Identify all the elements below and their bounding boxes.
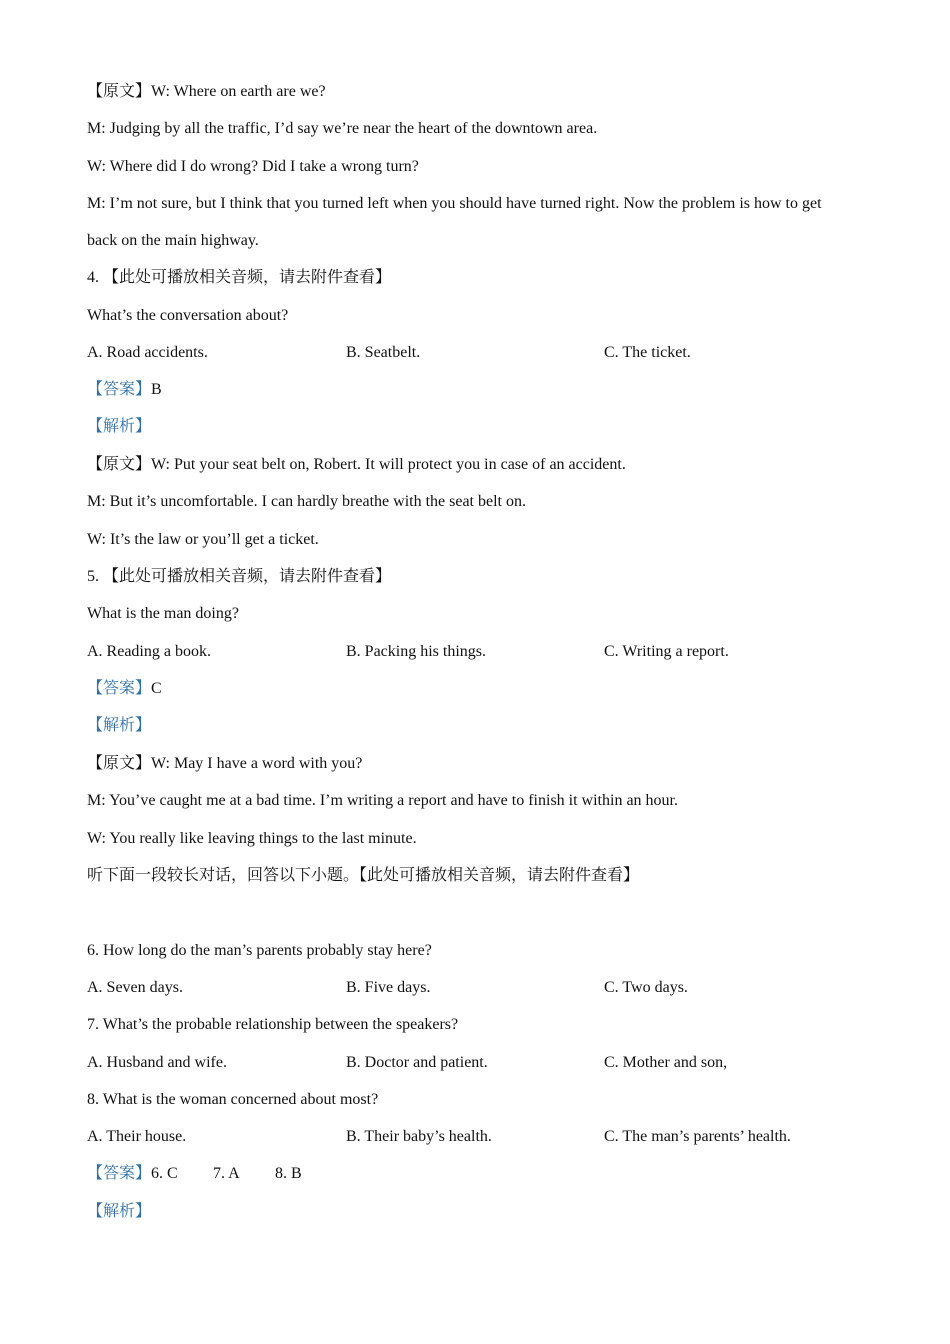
- option-b: B. Packing his things.: [346, 643, 487, 660]
- analysis-label: 【解析】: [87, 1203, 152, 1220]
- answer-value: C: [151, 680, 162, 697]
- question-text: 7. What’s the probable relationship between the speakers?: [87, 1016, 459, 1033]
- long-dialogue-intro[interactable]: 听下面一段较长对话，回答以下小题。【此处可播放相关音频，请去附件查看】: [87, 867, 640, 884]
- analysis-label: 【解析】: [87, 418, 152, 435]
- transcript-line: M: But it’s uncomfortable. I can hardly breathe with the seat belt on.: [87, 493, 526, 510]
- option-c: C. Mother and son,: [604, 1054, 728, 1071]
- question-text: 6. How long do the man’s parents probably stay here?: [87, 942, 432, 959]
- option-c: C. The man’s parents’ health.: [604, 1128, 791, 1145]
- transcript-line: W: It’s the law or you’ll get a ticket.: [87, 531, 319, 548]
- option-a: A. Road accidents.: [87, 344, 208, 361]
- option-b: B. Seatbelt.: [346, 344, 421, 361]
- answer-line: [87, 380, 162, 400]
- transcript-line: M: You’ve caught me at a bad time. I’m writing a report and have to finish it within an hour.: [87, 792, 678, 809]
- option-b: B. Five days.: [346, 979, 431, 996]
- analysis-label: 【解析】: [87, 717, 152, 734]
- transcript-line: M: I’m not sure, but I think that you turned left when you should have turned right. Now the problem is how to get: [87, 195, 822, 212]
- answer-label: 【答案】: [87, 381, 152, 398]
- question-text: What’s the conversation about?: [87, 307, 289, 324]
- transcript-line: W: Where did I do wrong? Did I take a wrong turn?: [87, 158, 419, 175]
- option-c: C. Writing a report.: [604, 643, 729, 660]
- answer-line: [87, 679, 162, 699]
- answer-label: 【答案】: [87, 1165, 152, 1182]
- answer-label: 【答案】: [87, 680, 152, 697]
- option-b: B. Their baby’s health.: [346, 1128, 492, 1145]
- transcript-line: W: You really like leaving things to the last minute.: [87, 830, 417, 847]
- option-c: C. The ticket.: [604, 344, 691, 361]
- option-b: B. Doctor and patient.: [346, 1054, 488, 1071]
- transcript-line: 【原文】W: May I have a word with you?: [87, 755, 363, 772]
- transcript-line: M: Judging by all the traffic, I’d say we’re near the heart of the downtown area.: [87, 120, 598, 137]
- option-c: C. Two days.: [604, 979, 688, 996]
- transcript-line: back on the main highway.: [87, 232, 259, 249]
- question-text: 8. What is the woman concerned about most?: [87, 1091, 379, 1108]
- answer-value: B: [151, 381, 162, 398]
- answer-value: 6. C: [151, 1165, 178, 1182]
- question-header[interactable]: 5. 【此处可播放相关音频，请去附件查看】: [87, 568, 392, 585]
- question-text: What is the man doing?: [87, 605, 239, 622]
- transcript-label: 【原文】: [87, 755, 152, 772]
- answer-line: [87, 1164, 302, 1184]
- question-header[interactable]: 4. 【此处可播放相关音频，请去附件查看】: [87, 269, 392, 286]
- transcript-label: 【原文】: [87, 83, 152, 100]
- answer-value: 7. A: [213, 1165, 240, 1182]
- option-a: A. Reading a book.: [87, 643, 211, 660]
- transcript-line: 【原文】W: Put your seat belt on, Robert. It will protect you in case of an accident.: [87, 456, 626, 473]
- transcript-label: 【原文】: [87, 456, 152, 473]
- answer-value: 8. B: [275, 1165, 302, 1182]
- option-a: A. Seven days.: [87, 979, 183, 996]
- option-a: A. Their house.: [87, 1128, 187, 1145]
- option-a: A. Husband and wife.: [87, 1054, 227, 1071]
- transcript-line: 【原文】W: Where on earth are we?: [87, 83, 326, 100]
